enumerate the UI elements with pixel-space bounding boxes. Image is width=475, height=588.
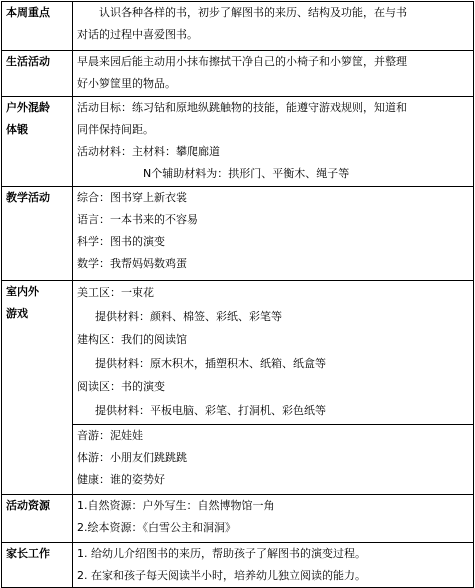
- row-parent-work: [2, 543, 474, 588]
- content-games-areas: [73, 281, 474, 425]
- label-daily-life: 生活活动: [2, 51, 73, 97]
- label-games: [2, 281, 73, 495]
- label-resources: 活动资源: [2, 495, 73, 543]
- content-parent-work: [73, 543, 474, 588]
- row-teaching: [2, 187, 474, 281]
- outdoor-materials-aux: N个辅助材料为：拱形门、平衡木、绳子等: [143, 167, 350, 180]
- content-teaching: [73, 187, 474, 281]
- row-weekly-focus: [2, 2, 474, 51]
- teaching-item-3: 科学：图书的演变: [77, 235, 165, 248]
- resource-picture-book: 2.绘本资源：《白雪公主和洞洞》: [77, 521, 236, 534]
- content-resources: [73, 495, 474, 543]
- content-outdoor-exercise: [73, 97, 474, 187]
- teaching-item-4: 数学：我帮妈妈数鸡蛋: [77, 257, 187, 270]
- parent-work-item-2: 2. 在家和孩子每天阅读半小时，培养幼儿独立阅读的能力。: [77, 569, 366, 582]
- weekly-focus-line-1: 认识各种各样的书，初步了解图书的来历、结构及功能，在与书: [99, 6, 407, 19]
- row-resources: [2, 495, 474, 543]
- daily-life-line-2: 好小箩筐里的物品。: [77, 77, 176, 90]
- art-area-materials: 提供材料：颜料、棉签、彩纸、彩笔等: [95, 309, 282, 323]
- label-teaching: 教学活动: [2, 187, 73, 281]
- outdoor-goal-line-1: 活动目标：练习钻和原地纵跳触物的技能，能遵守游戏规则，知道和: [77, 101, 407, 114]
- row-outdoor-exercise: [2, 97, 474, 187]
- row-games-areas: [2, 281, 474, 425]
- parent-work-item-1: 1. 给幼儿介绍图书的来历，帮助孩子了解图书的演变过程。: [77, 547, 366, 560]
- label-games-line-2: 游戏: [6, 307, 28, 320]
- weekly-plan-table: [1, 1, 474, 588]
- row-games-list: [2, 425, 474, 495]
- art-area: 美工区：一束花: [77, 286, 154, 299]
- label-outdoor-exercise: [2, 97, 73, 187]
- teaching-item-2: 语言：一本书来的不容易: [77, 213, 198, 226]
- label-games-line-1: 室内外: [6, 285, 39, 298]
- label-weekly-focus: 本周重点: [2, 2, 73, 51]
- label-outdoor-exercise-line-2: 体锻: [6, 123, 28, 136]
- outdoor-goal-line-2: 同伴保持间距。: [77, 123, 154, 136]
- content-games-list: [73, 425, 474, 495]
- daily-life-line-1: 早晨来园后能主动用小抹布擦拭干净自己的小椅子和小箩筐，并整理: [77, 55, 407, 68]
- construction-area-materials: 提供材料：原木积木，插塑积木、纸箱、纸盒等: [95, 356, 326, 370]
- content-weekly-focus: [73, 2, 474, 51]
- reading-area-materials: 提供材料：平板电脑、彩笔、打洞机、彩色纸等: [95, 403, 326, 417]
- sports-game: 体游：小朋友们跳跳跳: [77, 451, 187, 464]
- label-parent-work: 家长工作: [2, 543, 73, 588]
- weekly-focus-line-2: 对话的过程中喜爱图书。: [77, 28, 198, 41]
- health-game: 健康：谁的姿势好: [77, 473, 165, 486]
- label-outdoor-exercise-line-1: 户外混龄: [6, 101, 50, 114]
- construction-area: 建构区：我们的阅读馆: [77, 333, 187, 346]
- content-daily-life: [73, 51, 474, 97]
- resource-nature: 1.自然资源：户外写生：自然博物馆一角: [77, 499, 275, 512]
- reading-area: 阅读区：书的演变: [77, 380, 165, 393]
- teaching-item-1: 综合：图书穿上新衣裳: [77, 191, 187, 204]
- outdoor-materials-main: 活动材料：主材料：攀爬廊道: [77, 145, 220, 158]
- music-game: 音游：泥娃娃: [77, 429, 143, 442]
- row-daily-life: [2, 51, 474, 97]
